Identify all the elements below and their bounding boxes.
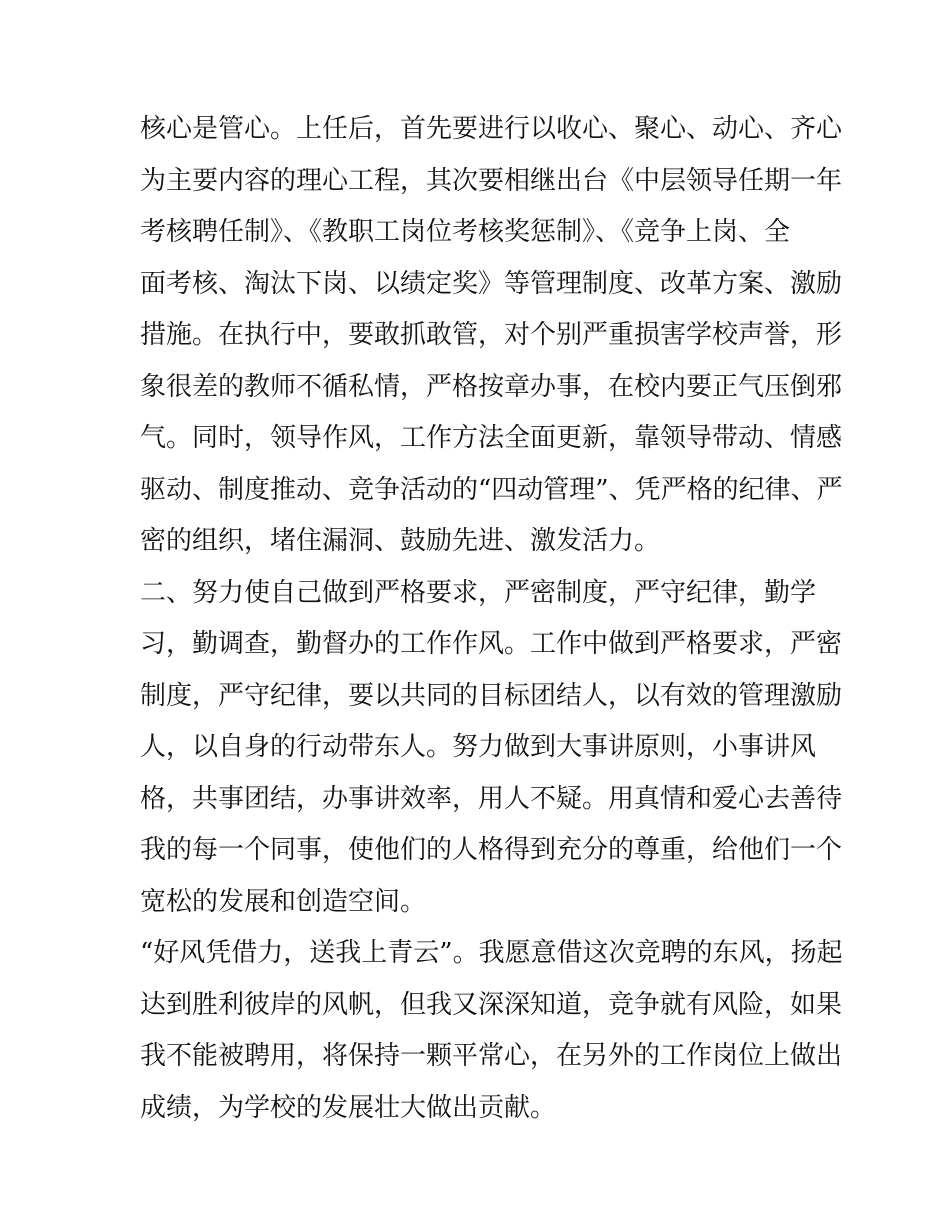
text-line: 人，以自身的行动带东人。努力做到大事讲原则，小事讲风 (140, 732, 817, 762)
text-line: 格，共事团结，办事讲效率，用人不疑。用真情和爱心去善待 (140, 783, 843, 814)
text-line: 达到胜利彼岸的风帆，但我又深深知道，竞争就有风险，如果 (140, 989, 843, 1020)
text-line: 宽松的发展和创造空间。 (140, 886, 427, 917)
text-line: 面考核、淘汰下岗、以绩定奖》等管理制度、改革方案、激励 (140, 268, 843, 299)
text-line: 习，勤调查，勤督办的工作作风。工作中做到严格要求，严密 (140, 629, 843, 659)
text-line: 象很差的教师不循私情，严格按章办事，在校内要正气压倒邪 (140, 371, 843, 402)
text-line: 措施。在执行中，要敢抓敢管，对个别严重损害学校声誉，形 (140, 320, 843, 350)
text-line: 制度，严守纪律，要以共同的目标团结人，以有效的管理激励 (140, 680, 843, 711)
text-line: 为主要内容的理心工程，其次要相继出台《中层领导任期一年 (140, 165, 843, 196)
text-line: 气。同时，领导作风，工作方法全面更新，靠领导带动、情感 (140, 423, 843, 453)
text-line: 我不能被聘用，将保持一颗平常心，在另外的工作岗位上做出 (140, 1041, 843, 1071)
text-line: 考核聘任制》、《教职工岗位考核奖惩制》、《竞争上岗、全 (140, 217, 791, 247)
text-line: 密的组织，堵住漏洞、鼓励先进、激发活力。 (140, 526, 661, 556)
text-line: “好风凭借力，送我上青云”。我愿意借这次竞聘的东风，扬起 (140, 938, 843, 968)
text-line: 驱动、制度推动、竞争活动的“四动管理”、凭严格的纪律、严 (140, 474, 843, 505)
text-line: 我的每一个同事，使他们的人格得到充分的尊重，给他们一个 (140, 835, 843, 865)
text-line: 成绩，为学校的发展壮大做出贡献。 (140, 1092, 557, 1123)
text-line: 核心是管心。上任后，首先要进行以收心、聚心、动心、齐心 (140, 114, 843, 144)
text-line: 二、努力使自己做到严格要求，严密制度，严守纪律，勤学 (140, 577, 817, 608)
body-text (140, 104, 843, 1134)
